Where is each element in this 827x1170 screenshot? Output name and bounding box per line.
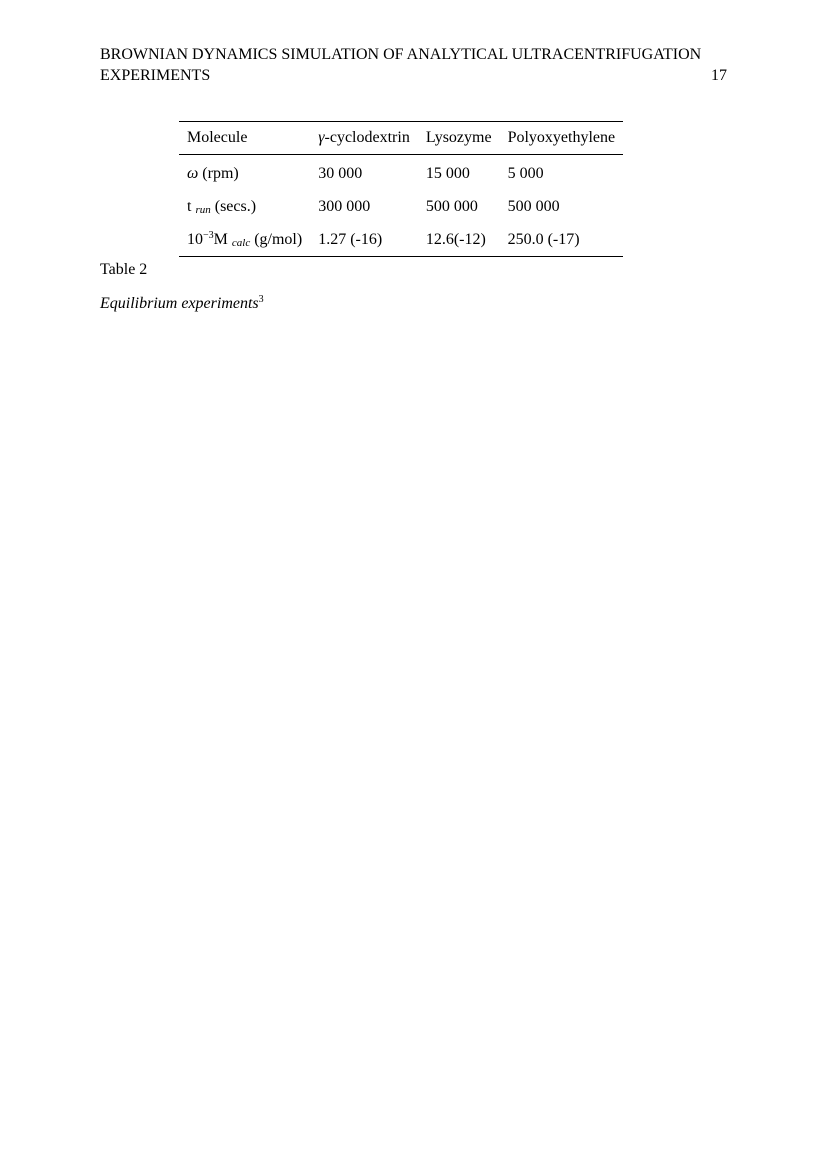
- footnote-mark: 3: [258, 294, 264, 305]
- row-label-run-time: [179, 190, 310, 223]
- row-label-prefix: t: [187, 197, 196, 215]
- column-header-polyoxyethylene: Polyoxyethylene: [500, 122, 624, 155]
- table-header-row: [179, 122, 623, 155]
- row-label-text: (secs.): [210, 197, 257, 215]
- superscript-exponent: −3: [203, 230, 214, 241]
- table-row: [179, 223, 623, 257]
- row-label-molar-mass: [179, 223, 310, 257]
- table-cell: 500 000: [507, 197, 560, 215]
- table-cell: 250.0 (-17): [500, 223, 624, 257]
- header-title-continued: EXPERIMENTS: [100, 67, 211, 84]
- row-label-prefix: 10: [187, 231, 203, 248]
- table-caption-text: [100, 294, 264, 313]
- omega-symbol: ω: [187, 164, 199, 182]
- table-cell: 15 000: [425, 164, 470, 182]
- page-number: 17: [711, 67, 727, 84]
- column-header-cyclodextrin: [310, 122, 418, 155]
- table-cell: 300 000: [318, 197, 371, 215]
- table-cell: 500 000: [425, 197, 478, 215]
- row-label-text: (rpm): [198, 164, 239, 182]
- table-caption-label: Table 2: [100, 261, 148, 278]
- subscript-calc: calc: [231, 237, 251, 249]
- row-label-symbol: M: [213, 231, 232, 248]
- running-header: [100, 44, 727, 86]
- table-cell: 1.27 (-16): [310, 223, 418, 257]
- cyclodextrin-label: -cyclodextrin: [324, 129, 410, 146]
- results-table: [179, 121, 623, 257]
- caption-text: Equilibrium experiments: [100, 295, 259, 312]
- table-cell: 30 000: [318, 164, 363, 182]
- header-line-2: [100, 65, 727, 86]
- table-cell: 5 000: [507, 164, 544, 182]
- row-label-text: (g/mol): [250, 231, 303, 248]
- column-header-lysozyme: Lysozyme: [418, 122, 500, 155]
- subscript-run: run: [195, 203, 211, 216]
- row-label-omega: [179, 155, 310, 191]
- table-row: [179, 190, 623, 223]
- table-cell: 12.6(-12): [418, 223, 500, 257]
- gamma-symbol: γ: [318, 129, 325, 146]
- table-row: [179, 155, 623, 191]
- column-header-molecule: Molecule: [179, 122, 310, 155]
- header-title: BROWNIAN DYNAMICS SIMULATION OF ANALYTICAL ULTRACENTRIFUGATION: [100, 46, 702, 63]
